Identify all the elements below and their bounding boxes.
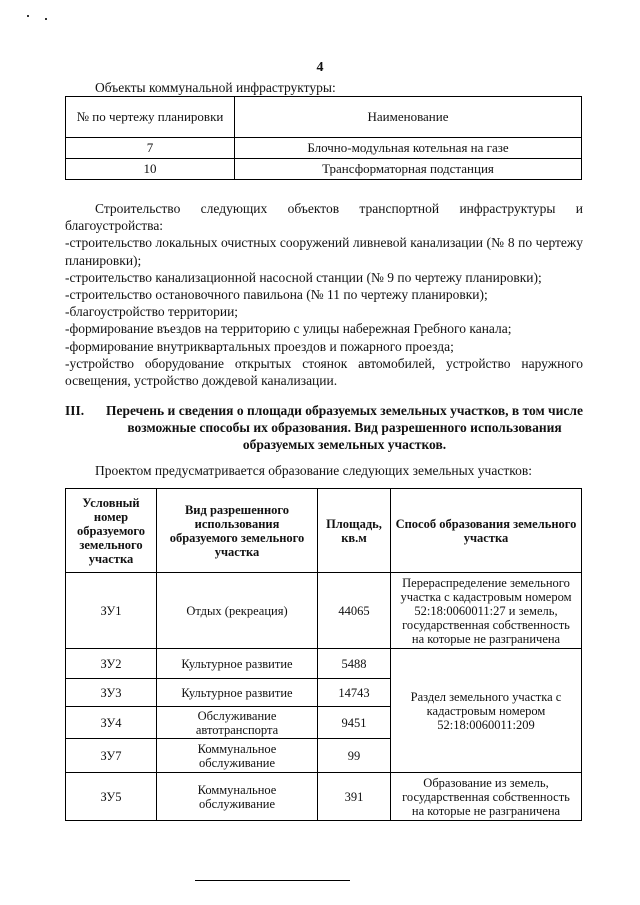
transport-item: -устройство оборудование открытых стоянок автомобилей, устройство наружного освещения, устройство дождевой канализации. xyxy=(65,355,583,389)
plots-table xyxy=(65,488,582,821)
transport-item: -строительство локальных очистных сооружений ливневой канализации (№ 8 по чертежу планировки); xyxy=(65,235,583,268)
plot-use: Обслуживание автотранспорта xyxy=(157,707,318,739)
plot-id: ЗУ1 xyxy=(66,573,157,649)
plot-id: ЗУ2 xyxy=(66,649,157,679)
utilities-cell-name: Трансформаторная подстанция xyxy=(235,159,582,180)
plot-method: Образование из земель, государственная собственность на которые не разграничена xyxy=(391,773,582,821)
plot-use: Культурное развитие xyxy=(157,649,318,679)
transport-paragraph xyxy=(65,200,583,389)
plot-id: ЗУ3 xyxy=(66,679,157,707)
plots-intro: Проектом предусматривается образование следующих земельных участков: xyxy=(95,463,532,478)
transport-item: -строительство канализационной насосной станции (№ 9 по чертежу планировки); xyxy=(65,269,542,285)
plot-area: 44065 xyxy=(318,573,391,649)
table-row xyxy=(66,773,582,821)
table-row xyxy=(66,138,582,159)
footer-divider xyxy=(195,880,350,881)
scan-speck xyxy=(27,15,29,17)
transport-item: -строительство остановочного павильона (№ 11 по чертежу планировки); xyxy=(65,287,488,303)
plot-use: Коммунальное обслуживание xyxy=(157,739,318,773)
section-number: III. xyxy=(65,403,85,418)
plot-area: 99 xyxy=(318,739,391,773)
plot-id: ЗУ7 xyxy=(66,739,157,773)
plot-use: Культурное развитие xyxy=(157,679,318,707)
utilities-table xyxy=(65,96,582,180)
plot-method: Раздел земельного участка с кадастровым номером 52:18:0060011:209 xyxy=(391,649,582,773)
plot-area: 9451 xyxy=(318,707,391,739)
plot-area: 14743 xyxy=(318,679,391,707)
plots-header-method: Способ образования земельного участка xyxy=(391,489,582,573)
utilities-cell-number: 7 xyxy=(66,138,235,159)
section-title: Перечень и сведения о площади образуемых земельных участков, в том числе возможные способы их образования. Вид разрешенного использования образуемых земельных участков. xyxy=(106,403,583,452)
plot-id: ЗУ5 xyxy=(66,773,157,821)
utilities-cell-name: Блочно-модульная котельная на газе xyxy=(235,138,582,159)
plot-method: Перераспределение земельного участка с кадастровым номером 52:18:0060011:27 и земель, государственная собственность на которые не разграничена xyxy=(391,573,582,649)
utilities-cell-number: 10 xyxy=(66,159,235,180)
transport-intro: Строительство следующих объектов транспортной инфраструктуры и благоустройства: xyxy=(65,201,583,234)
utilities-caption: Объекты коммунальной инфраструктуры: xyxy=(95,80,336,95)
utilities-header-name: Наименование xyxy=(235,97,582,138)
utilities-header-number: № по чертежу планировки xyxy=(66,97,235,138)
table-row xyxy=(66,649,582,679)
section-heading xyxy=(65,402,583,453)
plots-header-id: Условный номер образуемого земельного участка xyxy=(66,489,157,573)
plot-area: 5488 xyxy=(318,649,391,679)
plot-id: ЗУ4 xyxy=(66,707,157,739)
table-row xyxy=(66,159,582,180)
table-row xyxy=(66,573,582,649)
plot-use: Коммунальное обслуживание xyxy=(157,773,318,821)
transport-item: -благоустройство территории; xyxy=(65,304,239,320)
page-number: 4 xyxy=(316,60,324,75)
plot-area: 391 xyxy=(318,773,391,821)
plot-use: Отдых (рекреация) xyxy=(157,573,318,649)
plots-header-area: Площадь, кв.м xyxy=(318,489,391,573)
scan-speck xyxy=(45,18,47,20)
plots-header-use: Вид разрешенного использования образуемого земельного участка xyxy=(157,489,318,573)
transport-item: -формирование внутриквартальных проездов и пожарного проезда; xyxy=(65,338,454,354)
transport-item: -формирование въездов на территорию с улицы набережная Гребного канала; xyxy=(65,321,512,337)
